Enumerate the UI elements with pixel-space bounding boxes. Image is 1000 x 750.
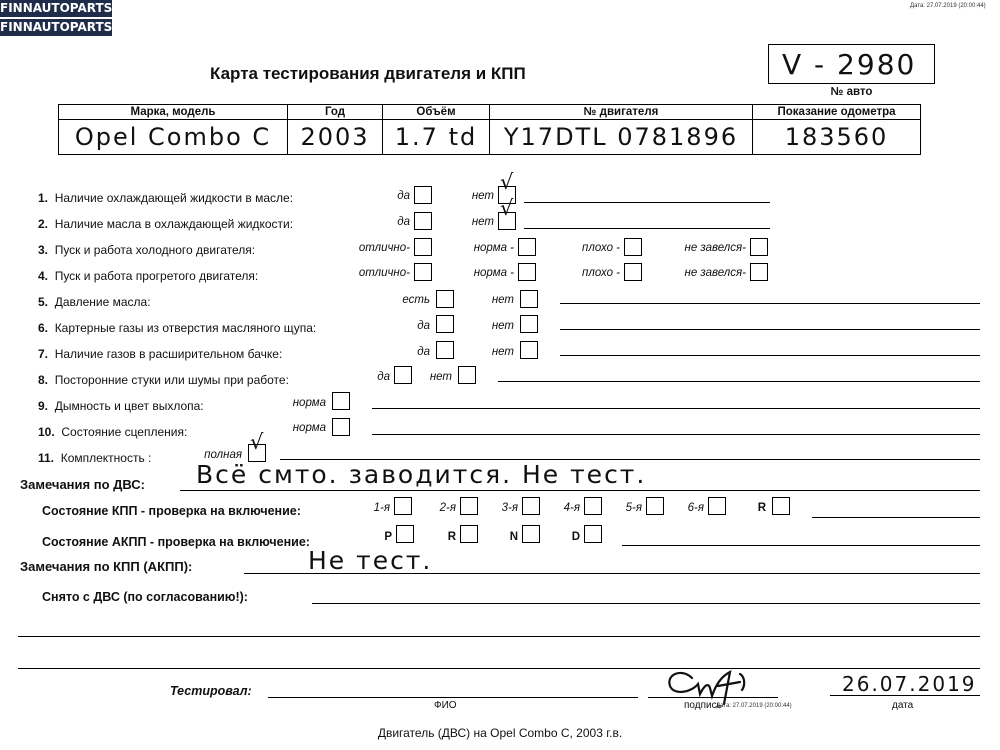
date-label: дата [892, 700, 914, 711]
fio-line [268, 697, 638, 698]
item-label: Дымность и цвет выхлопа: [54, 399, 204, 413]
checklist-item [38, 295, 151, 309]
option-label: плохо - [582, 242, 620, 254]
value-odometer: 183560 [753, 120, 921, 155]
checkbox-excellent[interactable] [414, 263, 432, 281]
option-label: плохо - [582, 267, 620, 279]
option-label: нет [491, 294, 514, 306]
mode-label: N [509, 531, 518, 543]
value-year: 2003 [288, 120, 383, 155]
option-label: да [377, 371, 390, 383]
option-label: есть [402, 294, 430, 306]
checkbox-no[interactable] [520, 341, 538, 359]
header-make-model: Марка, модель [59, 105, 288, 120]
item-number: 2. [38, 217, 49, 231]
note-line [560, 303, 980, 304]
engine-notes-value: Всё смто. заводится. Не тест. [196, 460, 647, 489]
option-label: норма [292, 422, 326, 434]
checklist-item [38, 425, 187, 439]
note-line [560, 329, 980, 330]
mode-label: R [447, 531, 456, 543]
mode-label: D [571, 531, 580, 543]
check-mark: √ [250, 430, 264, 454]
signature-line [648, 697, 778, 698]
option-label: нет [429, 371, 452, 383]
value-make-model: Opel Combo C [59, 120, 288, 155]
gear-reverse-checkbox[interactable] [772, 497, 790, 515]
checklist-item [38, 243, 255, 257]
checkbox-no[interactable] [520, 315, 538, 333]
note-line [372, 434, 980, 435]
item-number: 11. [38, 451, 55, 465]
gear-label: R [757, 502, 766, 514]
checklist-item [38, 191, 293, 205]
note-line [560, 355, 980, 356]
item-label: Давление масла: [54, 295, 151, 309]
checkbox-yes[interactable] [436, 341, 454, 359]
checkbox-excellent[interactable] [414, 238, 432, 256]
gear-label: 1-я [373, 502, 390, 514]
checkbox-normal[interactable] [518, 263, 536, 281]
brand-logo: FINNAUTOPARTS [0, 1, 113, 15]
gear-6-checkbox[interactable] [708, 497, 726, 515]
engine-notes-label: Замечания по ДВС: [20, 477, 145, 492]
gear-2-checkbox[interactable] [460, 497, 478, 515]
option-label: отлично- [358, 267, 410, 279]
option-label: да [397, 216, 410, 228]
removed-line [312, 603, 980, 604]
gear-label: 3-я [501, 502, 518, 514]
tested-by-label: Тестировал: [170, 684, 252, 698]
checklist-item [38, 217, 293, 231]
item-number: 5. [38, 295, 49, 309]
mode-label: P [384, 531, 392, 543]
item-label: Наличие газов в расширительном бачке: [54, 347, 283, 361]
auto-gearbox-label: Состояние АКПП - проверка на включение: [42, 535, 310, 549]
option-label: да [417, 346, 430, 358]
gear-5-checkbox[interactable] [646, 497, 664, 515]
checklist-item [38, 321, 316, 335]
check-mark: √ [500, 196, 514, 220]
checkbox-no[interactable] [520, 290, 538, 308]
blank-line [18, 668, 980, 669]
caption: Двигатель (ДВС) на Opel Combo C, 2003 г.в. [377, 726, 623, 740]
brand-logo-secondary: FINNAUTOPARTS [0, 20, 113, 34]
item-label: Состояние сцепления: [61, 425, 188, 439]
checklist-item [38, 269, 258, 283]
option-label: не завелся- [684, 267, 746, 279]
checkbox-yes[interactable] [414, 212, 432, 230]
option-label: норма [292, 397, 326, 409]
note-line [524, 228, 770, 229]
checkbox-normal[interactable] [518, 238, 536, 256]
item-number: 7. [38, 347, 49, 361]
checkbox-yes[interactable] [394, 366, 412, 384]
item-number: 6. [38, 321, 49, 335]
gear-label: 6-я [687, 502, 704, 514]
header-odometer: Показание одометра [753, 105, 921, 120]
checkbox-poor[interactable] [624, 263, 642, 281]
note-line [372, 408, 980, 409]
header-volume: Объём [383, 105, 490, 120]
mode-r-checkbox[interactable] [460, 525, 478, 543]
signature-overlay-stamp: Дата: 27.07.2019 (20:00:44) [716, 703, 792, 709]
checkbox-normal[interactable] [332, 418, 350, 436]
gear-label: 4-я [563, 502, 580, 514]
checkbox-yes[interactable] [414, 186, 432, 204]
gear-4-checkbox[interactable] [584, 497, 602, 515]
item-label: Пуск и работа прогретого двигателя: [54, 269, 259, 283]
gearbox-notes-value: Не тест. [308, 546, 433, 575]
item-label: Комплектность : [60, 451, 152, 465]
option-label: да [417, 320, 430, 332]
value-volume: 1.7 td [383, 120, 490, 155]
gear-1-checkbox[interactable] [394, 497, 412, 515]
checklist-item [38, 399, 204, 413]
gearbox-notes-label: Замечания по КПП (АКПП): [20, 559, 193, 574]
manual-gearbox-label: Состояние КПП - проверка на включение: [42, 504, 301, 518]
item-number: 8. [38, 373, 49, 387]
checklist-item [38, 373, 289, 387]
item-label: Пуск и работа холодного двигателя: [54, 243, 256, 257]
option-label: нет [491, 320, 514, 332]
auto-gearbox-note-line [622, 545, 980, 546]
note-line [498, 381, 980, 382]
fio-label: ФИО [434, 700, 457, 711]
option-label: норма - [473, 242, 514, 254]
checkbox-no[interactable] [458, 366, 476, 384]
option-label: нет [491, 346, 514, 358]
checklist-item [38, 451, 151, 465]
removed-label: Снято с ДВС (по согласованию!): [42, 590, 248, 604]
item-number: 3. [38, 243, 49, 257]
item-label: Наличие масла в охлаждающей жидкости: [54, 217, 294, 231]
gear-3-checkbox[interactable] [522, 497, 540, 515]
timestamp: Дата: 27.07.2019 (20:00:44) [910, 3, 986, 9]
item-label: Картерные газы из отверстия масляного щупа: [54, 321, 317, 335]
item-number: 10. [38, 425, 55, 439]
option-label: полная [204, 449, 242, 461]
checkbox-poor[interactable] [624, 238, 642, 256]
item-number: 4. [38, 269, 49, 283]
checklist-item [38, 347, 282, 361]
item-number: 1. [38, 191, 49, 205]
item-label: Посторонние стуки или шумы при работе: [54, 373, 289, 387]
header-engine-number: № двигателя [490, 105, 753, 120]
mode-p-checkbox[interactable] [396, 525, 414, 543]
signature-label: подпись [684, 700, 722, 711]
item-label: Наличие охлаждающей жидкости в масле: [54, 191, 294, 205]
vehicle-info-table [58, 104, 921, 155]
checkbox-not-started[interactable] [750, 263, 768, 281]
note-line [524, 202, 770, 203]
mode-n-checkbox[interactable] [522, 525, 540, 543]
check-mark: √ [500, 170, 514, 194]
vehicle-ref-label: № авто [830, 86, 873, 98]
option-label: нет [471, 190, 494, 202]
checkbox-normal[interactable] [332, 392, 350, 410]
value-engine-number: Y17DTL 0781896 [490, 120, 753, 155]
option-label: да [397, 190, 410, 202]
date-value: 26.07.2019 [842, 672, 977, 696]
vehicle-ref: V - 2980 [782, 48, 917, 81]
option-label: нет [471, 216, 494, 228]
date-line [830, 695, 980, 696]
mode-d-checkbox[interactable] [584, 525, 602, 543]
item-number: 9. [38, 399, 49, 413]
gear-label: 2-я [439, 502, 456, 514]
option-label: норма - [473, 267, 514, 279]
checkbox-not-started[interactable] [750, 238, 768, 256]
gear-label: 5-я [625, 502, 642, 514]
checkbox-yes[interactable] [436, 290, 454, 308]
page-title: Карта тестирования двигателя и КПП [210, 64, 526, 83]
option-label: отлично- [358, 242, 410, 254]
gearbox-note-line [812, 517, 980, 518]
header-year: Год [288, 105, 383, 120]
blank-line [18, 636, 980, 637]
engine-notes-line [180, 490, 980, 491]
option-label: не завелся- [684, 242, 746, 254]
checkbox-yes[interactable] [436, 315, 454, 333]
